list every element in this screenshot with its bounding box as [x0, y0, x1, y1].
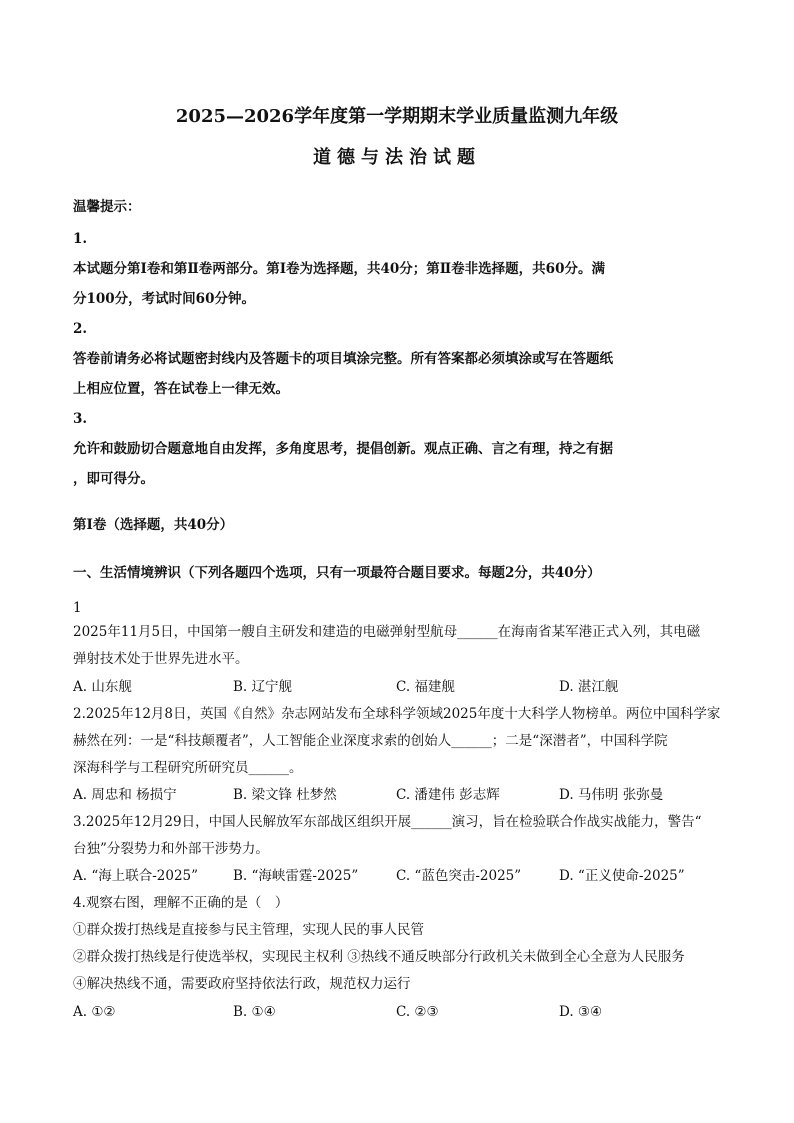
question-3-line-2: 台独”分裂势力和外部干涉势力。: [73, 841, 269, 857]
exam-title: 2025—2026学年度第一学期期末学业质量监测九年级: [175, 106, 619, 127]
question-4-line-3: ②群众拨打热线是行使选举权，实现民主权利 ③热线不通反映部分行政机关未做到全心全意为人民服务: [73, 949, 685, 965]
question-3-option-c: C. “蓝色突击-2025”: [396, 868, 522, 884]
question-4-line-4: ④解决热线不通，需要政府坚持依法行政，规范权力运行: [73, 976, 411, 992]
question-4-option-b: B. ①④: [233, 1004, 276, 1020]
question-1-option-b: B. 辽宁舰: [233, 679, 293, 695]
tip-3-line-2: ，即可得分。: [73, 471, 154, 487]
question-2-option-c: C. 潘建伟 彭志辉: [396, 787, 500, 803]
question-3-option-d: D. “正义使命-2025”: [559, 868, 685, 884]
question-4-line-1: 4.观察右图，理解不正确的是（ ）: [73, 895, 289, 911]
question-1-option-c: C. 福建舰: [396, 679, 455, 695]
question-1-option-d: D. 湛江舰: [559, 679, 619, 695]
tips-heading: 温馨提示：: [73, 199, 141, 215]
question-2-line-1: 2.2025年12月8日，英国《自然》杂志网站发布全球科学领域2025年度十大科学人物榜单。两位中国科学家: [73, 706, 721, 722]
question-4-options: [73, 1002, 723, 1022]
question-2-option-d: D. 马伟明 张弥曼: [559, 787, 664, 803]
tip-2-number: 2.: [73, 321, 88, 337]
question-4-option-d: D. ③④: [559, 1004, 603, 1020]
question-1-option-a: A. 山东舰: [73, 679, 132, 695]
question-2-line-3: 深海科学与工程研究所研究员______。: [73, 760, 303, 776]
question-3-line-1: 3.2025年12月29日，中国人民解放军东部战区组织开展______演习，旨在检验联合作战实战能力，警告“: [73, 814, 702, 830]
tip-2-line-2: 上相应位置，答在试卷上一律无效。: [73, 381, 289, 397]
question-1-line-1: 2025年11月5日，中国第一艘自主研发和建造的电磁弹射型航母______在海南省某军港正式入列，其电磁: [73, 624, 701, 640]
tip-1-line-1: 本试题分第Ⅰ卷和第Ⅱ卷两部分。第Ⅰ卷为选择题，共40分；第Ⅱ卷非选择题，共60分。满: [73, 261, 605, 277]
exam-subtitle: 道德与法治试题: [313, 147, 481, 168]
tip-3-line-1: 允许和鼓励切合题意地自由发挥，多角度思考，提倡创新。观点正确、言之有理，持之有据: [73, 441, 613, 457]
question-3-option-a: A. “海上联合-2025”: [73, 868, 199, 884]
question-2-line-2: 赫然在列：一是“科技颠覆者”，人工智能企业深度求索的创始人______；二是“深潜者”，中国科学院: [73, 733, 668, 749]
section-label: 第Ⅰ卷（选择题，共40分）: [73, 517, 234, 533]
question-2-options: [73, 785, 723, 805]
question-1-options: [73, 677, 723, 697]
question-1-line-2: 弹射技术处于世界先进水平。: [73, 651, 249, 667]
question-4-line-2: ①群众拨打热线是直接参与民主管理，实现人民的事人民管: [73, 922, 424, 938]
part-title: 一、生活情境辨识（下列各题四个选项，只有一项最符合题目要求。每题2分，共40分）: [73, 565, 601, 581]
tip-1-number: 1.: [73, 231, 88, 247]
question-3-option-b: B. “海峡雷霆-2025”: [233, 868, 359, 884]
question-4-option-c: C. ②③: [396, 1004, 439, 1020]
tip-3-number: 3.: [73, 411, 88, 427]
tip-2-line-1: 答卷前请务必将试题密封线内及答题卡的项目填涂完整。所有答案都必须填涂或写在答题纸: [73, 351, 613, 367]
question-2-option-b: B. 梁文锋 杜梦然: [233, 787, 337, 803]
question-1-number: 1: [73, 600, 82, 616]
question-3-options: [73, 866, 723, 886]
tip-1-line-2: 分100分，考试时间60分钟。: [73, 291, 255, 307]
question-4-option-a: A. ①②: [73, 1004, 116, 1020]
question-2-option-a: A. 周忠和 杨损宁: [73, 787, 177, 803]
